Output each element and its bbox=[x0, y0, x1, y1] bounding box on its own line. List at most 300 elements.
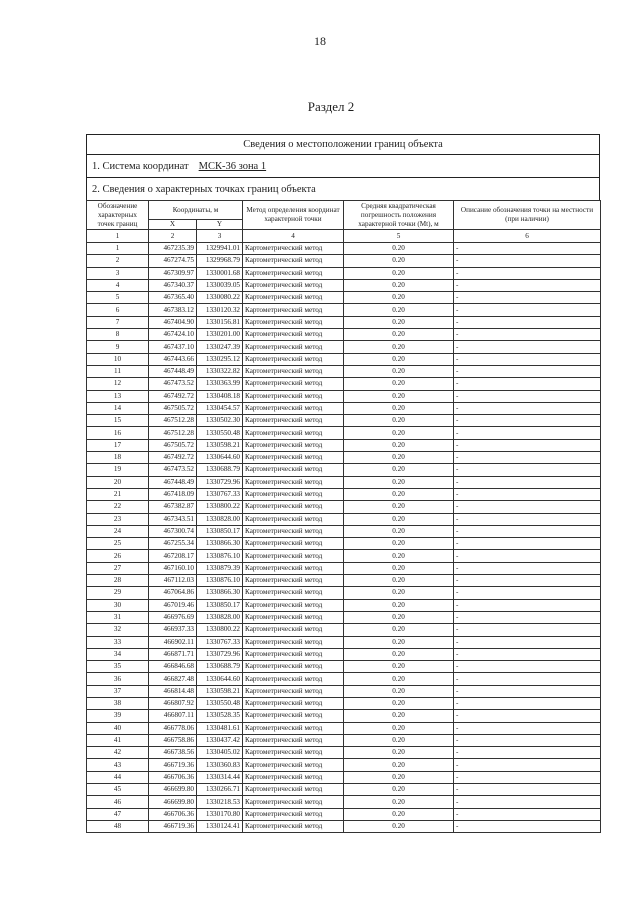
point-number-cell: 16 bbox=[87, 427, 149, 439]
coord-y-cell: 1330550.48 bbox=[197, 697, 243, 709]
description-cell: - bbox=[454, 673, 601, 685]
point-number-cell: 3 bbox=[87, 267, 149, 279]
point-number-cell: 43 bbox=[87, 759, 149, 771]
description-cell: - bbox=[454, 415, 601, 427]
method-cell: Картометрический метод bbox=[243, 353, 344, 365]
point-number-cell: 44 bbox=[87, 771, 149, 783]
method-cell: Картометрический метод bbox=[243, 575, 344, 587]
coord-x-cell: 467437.10 bbox=[149, 341, 197, 353]
boundary-sheet bbox=[86, 134, 600, 833]
coord-y-cell: 1330866.30 bbox=[197, 587, 243, 599]
point-number-cell: 39 bbox=[87, 710, 149, 722]
point-number-cell: 22 bbox=[87, 501, 149, 513]
method-cell: Картометрический метод bbox=[243, 427, 344, 439]
description-cell: - bbox=[454, 784, 601, 796]
coord-x-cell: 466814.48 bbox=[149, 685, 197, 697]
method-cell: Картометрический метод bbox=[243, 538, 344, 550]
description-cell: - bbox=[454, 402, 601, 414]
coord-y-cell: 1330644.60 bbox=[197, 452, 243, 464]
points-table bbox=[86, 200, 601, 833]
point-number-cell: 7 bbox=[87, 316, 149, 328]
point-number-cell: 14 bbox=[87, 402, 149, 414]
point-number-cell: 5 bbox=[87, 292, 149, 304]
coord-y-cell: 1330729.96 bbox=[197, 648, 243, 660]
precision-cell: 0.20 bbox=[344, 525, 454, 537]
table-row bbox=[87, 255, 601, 267]
table-row bbox=[87, 476, 601, 488]
method-cell: Картометрический метод bbox=[243, 820, 344, 832]
coord-y-cell: 1330201.00 bbox=[197, 329, 243, 341]
table-row bbox=[87, 722, 601, 734]
header-description: Описание обозначения точки на местности (при наличии) bbox=[454, 201, 601, 230]
table-row bbox=[87, 452, 601, 464]
method-cell: Картометрический метод bbox=[243, 550, 344, 562]
coord-y-cell: 1330080.22 bbox=[197, 292, 243, 304]
coord-x-cell: 466846.68 bbox=[149, 661, 197, 673]
precision-cell: 0.20 bbox=[344, 685, 454, 697]
description-cell: - bbox=[454, 661, 601, 673]
method-cell: Картометрический метод bbox=[243, 476, 344, 488]
point-number-cell: 6 bbox=[87, 304, 149, 316]
method-cell: Картометрический метод bbox=[243, 599, 344, 611]
method-cell: Картометрический метод bbox=[243, 697, 344, 709]
description-cell: - bbox=[454, 501, 601, 513]
precision-cell: 0.20 bbox=[344, 550, 454, 562]
table-row bbox=[87, 427, 601, 439]
method-cell: Картометрический метод bbox=[243, 710, 344, 722]
coord-y-cell: 1330481.61 bbox=[197, 722, 243, 734]
coord-y-cell: 1330828.00 bbox=[197, 513, 243, 525]
description-cell: - bbox=[454, 267, 601, 279]
description-cell: - bbox=[454, 329, 601, 341]
point-number-cell: 18 bbox=[87, 452, 149, 464]
coord-x-cell: 467505.72 bbox=[149, 439, 197, 451]
method-cell: Картометрический метод bbox=[243, 587, 344, 599]
coord-x-cell: 467443.66 bbox=[149, 353, 197, 365]
table-row bbox=[87, 329, 601, 341]
description-cell: - bbox=[454, 624, 601, 636]
description-cell: - bbox=[454, 464, 601, 476]
method-cell: Картометрический метод bbox=[243, 452, 344, 464]
precision-cell: 0.20 bbox=[344, 538, 454, 550]
table-row bbox=[87, 587, 601, 599]
column-number: 1 bbox=[87, 230, 149, 243]
description-cell: - bbox=[454, 796, 601, 808]
precision-cell: 0.20 bbox=[344, 353, 454, 365]
method-cell: Картометрический метод bbox=[243, 341, 344, 353]
point-number-cell: 4 bbox=[87, 279, 149, 291]
coord-y-cell: 1330800.22 bbox=[197, 501, 243, 513]
coord-y-cell: 1330598.21 bbox=[197, 685, 243, 697]
method-cell: Картометрический метод bbox=[243, 685, 344, 697]
table-row bbox=[87, 378, 601, 390]
description-cell: - bbox=[454, 292, 601, 304]
description-cell: - bbox=[454, 734, 601, 746]
description-cell: - bbox=[454, 538, 601, 550]
coord-x-cell: 467208.17 bbox=[149, 550, 197, 562]
method-cell: Картометрический метод bbox=[243, 279, 344, 291]
precision-cell: 0.20 bbox=[344, 488, 454, 500]
coord-x-cell: 467365.40 bbox=[149, 292, 197, 304]
point-number-cell: 13 bbox=[87, 390, 149, 402]
point-number-cell: 17 bbox=[87, 439, 149, 451]
table-row bbox=[87, 820, 601, 832]
description-cell: - bbox=[454, 820, 601, 832]
precision-cell: 0.20 bbox=[344, 390, 454, 402]
method-cell: Картометрический метод bbox=[243, 747, 344, 759]
point-number-cell: 41 bbox=[87, 734, 149, 746]
coord-x-cell: 466976.69 bbox=[149, 611, 197, 623]
coord-x-cell: 467160.10 bbox=[149, 562, 197, 574]
method-cell: Картометрический метод bbox=[243, 759, 344, 771]
point-number-cell: 27 bbox=[87, 562, 149, 574]
description-cell: - bbox=[454, 255, 601, 267]
table-row bbox=[87, 501, 601, 513]
page-number: 18 bbox=[314, 34, 326, 48]
precision-cell: 0.20 bbox=[344, 697, 454, 709]
point-number-cell: 1 bbox=[87, 243, 149, 255]
coord-x-cell: 466937.33 bbox=[149, 624, 197, 636]
table-row bbox=[87, 525, 601, 537]
table-row bbox=[87, 648, 601, 660]
point-number-cell: 11 bbox=[87, 365, 149, 377]
precision-cell: 0.20 bbox=[344, 365, 454, 377]
table-row bbox=[87, 759, 601, 771]
precision-cell: 0.20 bbox=[344, 255, 454, 267]
description-cell: - bbox=[454, 747, 601, 759]
coord-x-cell: 466738.56 bbox=[149, 747, 197, 759]
point-number-cell: 31 bbox=[87, 611, 149, 623]
description-cell: - bbox=[454, 378, 601, 390]
header-y: Y bbox=[197, 220, 243, 230]
precision-cell: 0.20 bbox=[344, 464, 454, 476]
coord-x-cell: 467255.34 bbox=[149, 538, 197, 550]
point-number-cell: 21 bbox=[87, 488, 149, 500]
table-row bbox=[87, 673, 601, 685]
point-number-cell: 8 bbox=[87, 329, 149, 341]
coord-x-cell: 466719.36 bbox=[149, 759, 197, 771]
coord-y-cell: 1330120.32 bbox=[197, 304, 243, 316]
precision-cell: 0.20 bbox=[344, 452, 454, 464]
method-cell: Картометрический метод bbox=[243, 292, 344, 304]
coord-x-cell: 467512.28 bbox=[149, 415, 197, 427]
coord-y-cell: 1329941.01 bbox=[197, 243, 243, 255]
coord-y-cell: 1330850.17 bbox=[197, 525, 243, 537]
description-cell: - bbox=[454, 636, 601, 648]
coord-y-cell: 1330850.17 bbox=[197, 599, 243, 611]
coord-x-cell: 466778.06 bbox=[149, 722, 197, 734]
point-number-cell: 12 bbox=[87, 378, 149, 390]
method-cell: Картометрический метод bbox=[243, 796, 344, 808]
point-number-cell: 15 bbox=[87, 415, 149, 427]
method-cell: Картометрический метод bbox=[243, 267, 344, 279]
method-cell: Картометрический метод bbox=[243, 464, 344, 476]
coordinate-system-label: 1. Система координат bbox=[92, 161, 189, 172]
precision-cell: 0.20 bbox=[344, 771, 454, 783]
point-number-cell: 32 bbox=[87, 624, 149, 636]
point-number-cell: 25 bbox=[87, 538, 149, 550]
description-cell: - bbox=[454, 599, 601, 611]
coord-x-cell: 467340.37 bbox=[149, 279, 197, 291]
precision-cell: 0.20 bbox=[344, 648, 454, 660]
precision-cell: 0.20 bbox=[344, 329, 454, 341]
table-row bbox=[87, 402, 601, 414]
table-row bbox=[87, 562, 601, 574]
coord-x-cell: 466871.71 bbox=[149, 648, 197, 660]
table-row bbox=[87, 796, 601, 808]
coord-y-cell: 1330405.02 bbox=[197, 747, 243, 759]
description-cell: - bbox=[454, 562, 601, 574]
header-x: X bbox=[149, 220, 197, 230]
table-row bbox=[87, 390, 601, 402]
coord-x-cell: 466706.36 bbox=[149, 808, 197, 820]
method-cell: Картометрический метод bbox=[243, 784, 344, 796]
coord-x-cell: 467492.72 bbox=[149, 390, 197, 402]
description-cell: - bbox=[454, 452, 601, 464]
table-row bbox=[87, 624, 601, 636]
precision-cell: 0.20 bbox=[344, 292, 454, 304]
point-number-cell: 37 bbox=[87, 685, 149, 697]
coord-x-cell: 466807.92 bbox=[149, 697, 197, 709]
coord-y-cell: 1330828.00 bbox=[197, 611, 243, 623]
coord-x-cell: 467448.49 bbox=[149, 365, 197, 377]
method-cell: Картометрический метод bbox=[243, 488, 344, 500]
point-number-cell: 26 bbox=[87, 550, 149, 562]
coord-y-cell: 1330314.44 bbox=[197, 771, 243, 783]
coord-y-cell: 1330437.42 bbox=[197, 734, 243, 746]
description-cell: - bbox=[454, 722, 601, 734]
point-number-cell: 48 bbox=[87, 820, 149, 832]
precision-cell: 0.20 bbox=[344, 710, 454, 722]
method-cell: Картометрический метод bbox=[243, 402, 344, 414]
method-cell: Картометрический метод bbox=[243, 734, 344, 746]
precision-cell: 0.20 bbox=[344, 575, 454, 587]
description-cell: - bbox=[454, 243, 601, 255]
table-row bbox=[87, 415, 601, 427]
table-row bbox=[87, 575, 601, 587]
method-cell: Картометрический метод bbox=[243, 722, 344, 734]
coord-y-cell: 1330170.80 bbox=[197, 808, 243, 820]
precision-cell: 0.20 bbox=[344, 402, 454, 414]
precision-cell: 0.20 bbox=[344, 759, 454, 771]
method-cell: Картометрический метод bbox=[243, 365, 344, 377]
coord-y-cell: 1330729.96 bbox=[197, 476, 243, 488]
coord-x-cell: 466719.36 bbox=[149, 820, 197, 832]
method-cell: Картометрический метод bbox=[243, 390, 344, 402]
point-number-cell: 10 bbox=[87, 353, 149, 365]
table-row bbox=[87, 316, 601, 328]
point-number-cell: 19 bbox=[87, 464, 149, 476]
point-number-cell: 35 bbox=[87, 661, 149, 673]
point-number-cell: 28 bbox=[87, 575, 149, 587]
coord-y-cell: 1330218.53 bbox=[197, 796, 243, 808]
precision-cell: 0.20 bbox=[344, 415, 454, 427]
point-number-cell: 23 bbox=[87, 513, 149, 525]
method-cell: Картометрический метод bbox=[243, 255, 344, 267]
precision-cell: 0.20 bbox=[344, 599, 454, 611]
precision-cell: 0.20 bbox=[344, 784, 454, 796]
description-cell: - bbox=[454, 341, 601, 353]
coord-x-cell: 467382.87 bbox=[149, 501, 197, 513]
column-number: 3 bbox=[197, 230, 243, 243]
coord-y-cell: 1330688.79 bbox=[197, 661, 243, 673]
point-number-cell: 20 bbox=[87, 476, 149, 488]
precision-cell: 0.20 bbox=[344, 476, 454, 488]
precision-cell: 0.20 bbox=[344, 513, 454, 525]
coord-y-cell: 1329968.79 bbox=[197, 255, 243, 267]
table-row bbox=[87, 538, 601, 550]
coord-x-cell: 466699.80 bbox=[149, 784, 197, 796]
coord-y-cell: 1330124.41 bbox=[197, 820, 243, 832]
point-number-cell: 46 bbox=[87, 796, 149, 808]
header-method: Метод определения координат характерной точки bbox=[243, 201, 344, 230]
header-coordinates: Координаты, м bbox=[149, 201, 243, 220]
table-row bbox=[87, 353, 601, 365]
description-cell: - bbox=[454, 710, 601, 722]
coord-y-cell: 1330644.60 bbox=[197, 673, 243, 685]
column-number: 2 bbox=[149, 230, 197, 243]
table-row bbox=[87, 464, 601, 476]
coordinate-system-row bbox=[86, 154, 600, 177]
table-row bbox=[87, 697, 601, 709]
method-cell: Картометрический метод bbox=[243, 525, 344, 537]
precision-cell: 0.20 bbox=[344, 747, 454, 759]
coord-y-cell: 1330156.81 bbox=[197, 316, 243, 328]
coord-y-cell: 1330360.83 bbox=[197, 759, 243, 771]
coord-x-cell: 467300.74 bbox=[149, 525, 197, 537]
point-number-cell: 36 bbox=[87, 673, 149, 685]
coord-x-cell: 466827.48 bbox=[149, 673, 197, 685]
table-row bbox=[87, 513, 601, 525]
header-designation: Обозначение характерных точек границ bbox=[87, 201, 149, 230]
table-row bbox=[87, 734, 601, 746]
coord-x-cell: 467473.52 bbox=[149, 464, 197, 476]
coord-y-cell: 1330767.33 bbox=[197, 488, 243, 500]
precision-cell: 0.20 bbox=[344, 267, 454, 279]
description-cell: - bbox=[454, 771, 601, 783]
method-cell: Картометрический метод bbox=[243, 648, 344, 660]
coord-y-cell: 1330295.12 bbox=[197, 353, 243, 365]
coord-x-cell: 466807.11 bbox=[149, 710, 197, 722]
table-row bbox=[87, 710, 601, 722]
table-row bbox=[87, 267, 601, 279]
table-row bbox=[87, 747, 601, 759]
description-cell: - bbox=[454, 488, 601, 500]
table-row bbox=[87, 808, 601, 820]
coord-y-cell: 1330408.18 bbox=[197, 390, 243, 402]
coord-y-cell: 1330598.21 bbox=[197, 439, 243, 451]
table-row bbox=[87, 685, 601, 697]
precision-cell: 0.20 bbox=[344, 439, 454, 451]
description-cell: - bbox=[454, 476, 601, 488]
box-title: Сведения о местоположении границ объекта bbox=[86, 134, 600, 154]
coord-y-cell: 1330866.30 bbox=[197, 538, 243, 550]
method-cell: Картометрический метод bbox=[243, 808, 344, 820]
table-row bbox=[87, 292, 601, 304]
coord-x-cell: 467473.52 bbox=[149, 378, 197, 390]
coord-x-cell: 467019.46 bbox=[149, 599, 197, 611]
table-row bbox=[87, 599, 601, 611]
coord-y-cell: 1330688.79 bbox=[197, 464, 243, 476]
table-row bbox=[87, 488, 601, 500]
coord-x-cell: 467505.72 bbox=[149, 402, 197, 414]
coord-y-cell: 1330266.71 bbox=[197, 784, 243, 796]
table-row bbox=[87, 279, 601, 291]
precision-cell: 0.20 bbox=[344, 587, 454, 599]
coord-x-cell: 467424.10 bbox=[149, 329, 197, 341]
coord-x-cell: 467274.75 bbox=[149, 255, 197, 267]
point-number-cell: 2 bbox=[87, 255, 149, 267]
coord-x-cell: 467492.72 bbox=[149, 452, 197, 464]
coord-y-cell: 1330363.99 bbox=[197, 378, 243, 390]
coord-x-cell: 467064.86 bbox=[149, 587, 197, 599]
coord-y-cell: 1330001.68 bbox=[197, 267, 243, 279]
coord-y-cell: 1330550.48 bbox=[197, 427, 243, 439]
precision-cell: 0.20 bbox=[344, 304, 454, 316]
coord-y-cell: 1330767.33 bbox=[197, 636, 243, 648]
table-row bbox=[87, 661, 601, 673]
description-cell: - bbox=[454, 759, 601, 771]
precision-cell: 0.20 bbox=[344, 243, 454, 255]
table-row bbox=[87, 304, 601, 316]
table-row bbox=[87, 341, 601, 353]
description-cell: - bbox=[454, 353, 601, 365]
point-number-cell: 45 bbox=[87, 784, 149, 796]
point-number-cell: 38 bbox=[87, 697, 149, 709]
table-row bbox=[87, 771, 601, 783]
coord-x-cell: 466706.36 bbox=[149, 771, 197, 783]
coord-x-cell: 467235.39 bbox=[149, 243, 197, 255]
description-cell: - bbox=[454, 808, 601, 820]
point-number-cell: 42 bbox=[87, 747, 149, 759]
method-cell: Картометрический метод bbox=[243, 415, 344, 427]
table-row bbox=[87, 784, 601, 796]
method-cell: Картометрический метод bbox=[243, 771, 344, 783]
column-number: 4 bbox=[243, 230, 344, 243]
precision-cell: 0.20 bbox=[344, 673, 454, 685]
method-cell: Картометрический метод bbox=[243, 501, 344, 513]
precision-cell: 0.20 bbox=[344, 341, 454, 353]
table-row bbox=[87, 365, 601, 377]
precision-cell: 0.20 bbox=[344, 562, 454, 574]
column-number: 6 bbox=[454, 230, 601, 243]
precision-cell: 0.20 bbox=[344, 661, 454, 673]
method-cell: Картометрический метод bbox=[243, 378, 344, 390]
description-cell: - bbox=[454, 550, 601, 562]
description-cell: - bbox=[454, 365, 601, 377]
table-row bbox=[87, 439, 601, 451]
characteristic-points-heading: 2. Сведения о характерных точках границ объекта bbox=[86, 177, 600, 200]
precision-cell: 0.20 bbox=[344, 378, 454, 390]
coord-y-cell: 1330454.57 bbox=[197, 402, 243, 414]
point-number-cell: 40 bbox=[87, 722, 149, 734]
description-cell: - bbox=[454, 390, 601, 402]
table-row bbox=[87, 243, 601, 255]
method-cell: Картометрический метод bbox=[243, 329, 344, 341]
coord-y-cell: 1330528.35 bbox=[197, 710, 243, 722]
coord-x-cell: 467112.03 bbox=[149, 575, 197, 587]
coord-x-cell: 466699.80 bbox=[149, 796, 197, 808]
coord-x-cell: 467512.28 bbox=[149, 427, 197, 439]
precision-cell: 0.20 bbox=[344, 722, 454, 734]
coord-y-cell: 1330800.22 bbox=[197, 624, 243, 636]
description-cell: - bbox=[454, 513, 601, 525]
coord-y-cell: 1330322.82 bbox=[197, 365, 243, 377]
table-row bbox=[87, 636, 601, 648]
column-number: 5 bbox=[344, 230, 454, 243]
method-cell: Картометрический метод bbox=[243, 562, 344, 574]
description-cell: - bbox=[454, 685, 601, 697]
